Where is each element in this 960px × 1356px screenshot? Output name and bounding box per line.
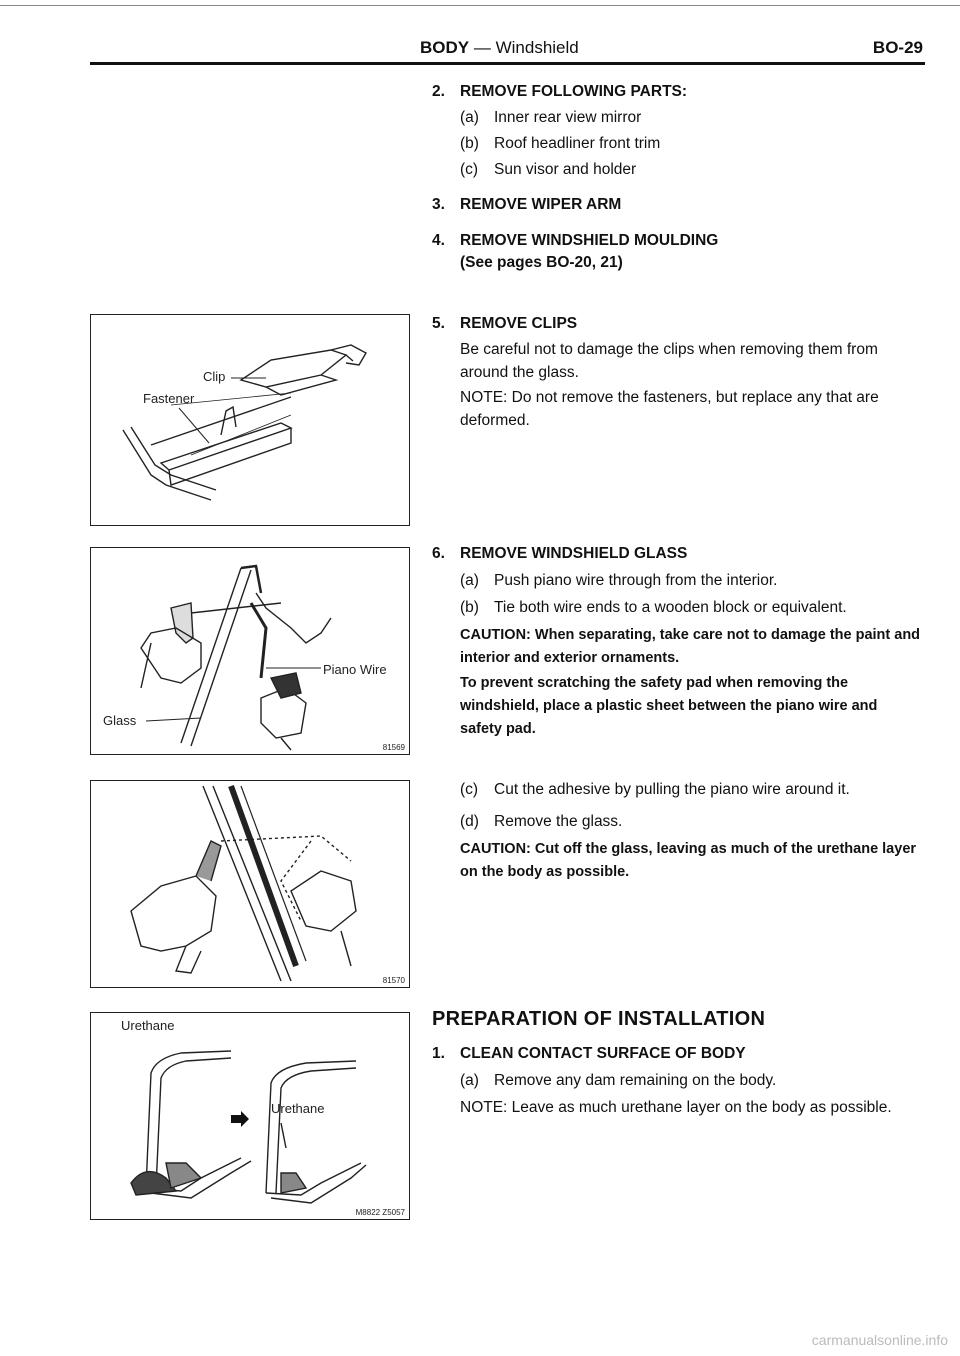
urethane-illustration [91, 1013, 409, 1219]
step-title: REMOVE WINDSHIELD GLASS [460, 545, 688, 562]
cut-adhesive-illustration [91, 781, 409, 987]
list-item: (b) Tie both wire ends to a wooden block or equivalent. [460, 599, 847, 616]
step-number: 4. [432, 232, 445, 249]
figure-cut-adhesive [90, 780, 410, 988]
step-title: CLEAN CONTACT SURFACE OF BODY [460, 1045, 746, 1062]
watermark: carmanualsonline.info [811, 1332, 948, 1348]
list-item: (b) Roof headliner front trim [460, 135, 661, 152]
list-item: (c) Cut the adhesive by pulling the piano wire around it. [460, 781, 850, 798]
arrow-right-icon [231, 1111, 249, 1127]
top-rule [0, 5, 960, 6]
urethane-label-left: Urethane [121, 1018, 175, 1033]
figure-urethane [90, 1012, 410, 1220]
step-note: NOTE: Do not remove the fasteners, but replace any that are deformed. [460, 389, 879, 429]
list-item: (a) Inner rear view mirror [460, 109, 642, 126]
list-item: (d) Remove the glass. [460, 813, 623, 830]
step-note: NOTE: Leave as much urethane layer on the body as possible. [460, 1099, 892, 1116]
step-title: REMOVE WIPER ARM [460, 196, 622, 213]
page-number: BO-29 [872, 38, 923, 57]
list-item: (a) Remove any dam remaining on the body. [460, 1072, 777, 1089]
clip-fastener-illustration [91, 315, 409, 525]
figure-piano-wire [90, 547, 410, 755]
caution-text: CAUTION: When separating, take care not to damage the paint and interior and exterior ornaments. [460, 627, 921, 666]
step-title: REMOVE CLIPS [460, 315, 578, 332]
caution-text: CAUTION: Cut off the glass, leaving as much of the urethane layer on the body as possible. [460, 841, 917, 880]
piano-wire-label: Piano Wire [323, 662, 387, 677]
list-item: (a) Push piano wire through from the interior. [460, 572, 778, 589]
piano-wire-illustration [91, 548, 409, 754]
figure-clip-fastener [90, 314, 410, 526]
section-title: PREPARATION OF INSTALLATION [432, 1008, 766, 1030]
step-number: 5. [432, 315, 445, 332]
urethane-label-right: Urethane [271, 1101, 325, 1116]
clip-label: Clip [203, 369, 226, 384]
glass-label: Glass [103, 713, 137, 728]
page-header [90, 36, 925, 65]
step-number: 2. [432, 83, 445, 100]
list-item: (c) Sun visor and holder [460, 161, 637, 178]
page-title: BODY — Windshield [420, 38, 579, 57]
figure-code: 81570 [382, 976, 405, 985]
figure-code: 81569 [382, 743, 405, 752]
step-number: 1. [432, 1045, 445, 1062]
step-title: REMOVE WINDSHIELD MOULDING [460, 232, 719, 249]
fastener-label: Fastener [143, 391, 195, 406]
caution-text: To prevent scratching the safety pad when removing the windshield, place a plastic sheet between the piano wire and safety pad. [460, 675, 878, 737]
step-number: 6. [432, 545, 445, 562]
step-text: Be careful not to damage the clips when removing them from around the glass. [460, 341, 878, 381]
step-reference: (See pages BO-20, 21) [460, 254, 623, 271]
step-number: 3. [432, 196, 445, 213]
figure-code: M8822 Z5057 [355, 1208, 405, 1217]
step-title: REMOVE FOLLOWING PARTS: [460, 83, 688, 100]
